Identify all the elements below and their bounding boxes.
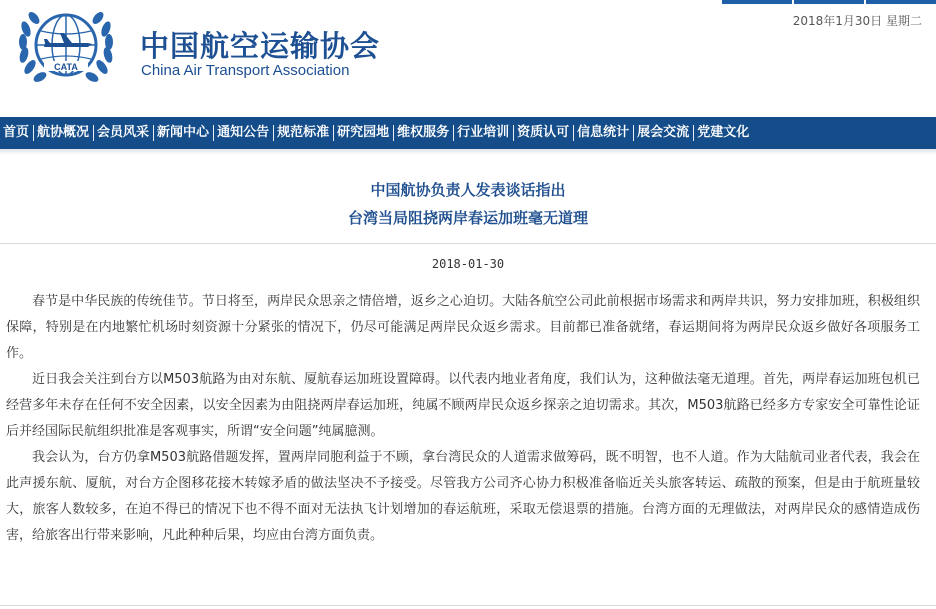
nav-divider <box>93 125 94 141</box>
nav-item-notices[interactable]: 通知公告 <box>217 125 270 140</box>
top-tab[interactable] <box>722 0 792 4</box>
nav-divider <box>453 125 454 141</box>
footer-divider <box>0 605 936 606</box>
nav-divider <box>573 125 574 141</box>
nav-item-research[interactable]: 研究园地 <box>337 125 390 140</box>
nav-item-standards[interactable]: 规范标准 <box>277 125 330 140</box>
top-quick-links[interactable] <box>720 0 936 4</box>
nav-divider <box>333 125 334 141</box>
nav-divider <box>213 125 214 141</box>
nav-divider <box>513 125 514 141</box>
headline-divider <box>0 243 936 244</box>
article-body <box>6 289 920 549</box>
site-header <box>0 0 936 117</box>
cata-logo-icon[interactable] <box>14 7 118 89</box>
nav-item-news[interactable]: 新闻中心 <box>157 125 210 140</box>
nav-item-members[interactable]: 会员风采 <box>97 125 150 140</box>
current-date: 2018年1月30日 星期二 <box>792 14 922 28</box>
article-headline-line1: 中国航协负责人发表谈话指出 <box>370 181 566 199</box>
nav-divider <box>633 125 634 141</box>
top-tab[interactable] <box>794 0 864 4</box>
nav-item-training[interactable]: 行业培训 <box>457 125 510 140</box>
article-paragraph: 我会认为，台方仍拿M503航路借题发挥，置两岸同胞利益于不顾，拿台湾民众的人道需求做筹码，既不明智，也不人道。作为大陆航司业者代表，我会在此声援东航、厦航，对台方企图移花接木转嫁矛盾的做法坚决不予接受。尽管我方公司齐心协力积极准备临近关头旅客转运、疏散的预案，但是由于航班量较大，旅客人数较多，在迫不得已的情况下也不得不面对无法执飞计划增加的春运航班，采取无偿退票的措施。台湾方面的无理做法，对两岸民众的感情造成伤害，给旅客出行带来影响，凡此种种后果，均应由台湾方面负责。 <box>6 450 920 543</box>
article-paragraph: 春节是中华民族的传统佳节。节日将至，两岸民众思亲之情倍增，返乡之心迫切。大陆各航空公司此前根据市场需求和两岸共识，努力安排加班，积极组织保障，特别是在内地繁忙机场时刻资源十分紧张的情况下，仍尽可能满足两岸民众返乡需求。目前都已准备就绪，春运期间将为两岸民众返乡做好各项服务工作。 <box>6 294 920 361</box>
nav-item-statistics[interactable]: 信息统计 <box>577 125 630 140</box>
nav-divider <box>153 125 154 141</box>
article-paragraph: 近日我会关注到台方以M503航路为由对东航、厦航春运加班设置障碍。以代表内地业者角度，我们认为，这种做法毫无道理。首先，两岸春运加班包机已经营多年未存在任何不安全因素，以安全因素为由阻挠两岸春运加班，纯属不顾两岸民众返乡探亲之迫切需求。其次，M503航路已经多方专家安全可靠性论证后并经国际民航组织批准是客观事实，所谓“安全问题”纯属臆测。 <box>6 372 920 439</box>
nav-item-party-culture[interactable]: 党建文化 <box>697 125 750 140</box>
nav-item-exhibitions[interactable]: 展会交流 <box>637 125 690 140</box>
nav-shadow <box>0 149 936 155</box>
logo-text: CATA <box>54 62 78 72</box>
top-tab[interactable] <box>866 0 936 4</box>
nav-item-overview[interactable]: 航协概况 <box>37 125 90 140</box>
nav-divider <box>33 125 34 141</box>
org-name-cn: 中国航空运输协会 <box>140 29 381 63</box>
org-name-en: China Air Transport Association <box>141 62 350 79</box>
nav-item-certification[interactable]: 资质认可 <box>517 125 570 140</box>
nav-item-rights[interactable]: 维权服务 <box>397 125 450 140</box>
nav-divider <box>693 125 694 141</box>
article-headline-line2: 台湾当局阻挠两岸春运加班毫无道理 <box>347 209 588 227</box>
nav-item-home[interactable]: 首页 <box>3 125 30 140</box>
publish-date: 2018-01-30 <box>431 257 505 271</box>
nav-divider <box>393 125 394 141</box>
main-nav <box>0 117 936 149</box>
nav-divider <box>273 125 274 141</box>
